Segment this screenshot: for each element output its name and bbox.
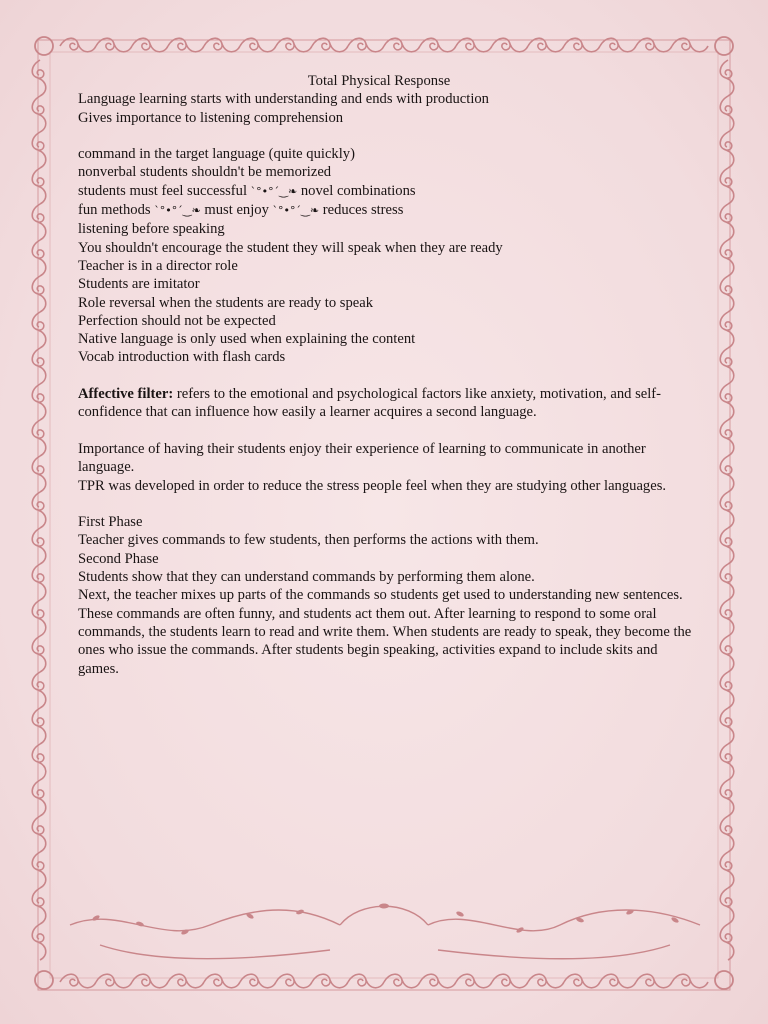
affective-filter-text: refers to the emotional and psychological factors like anxiety, motivation, and self-confidence that can influence how easily a learner acquires a second language. xyxy=(78,386,661,421)
first-phase-heading: First Phase xyxy=(78,514,143,531)
text-line: command in the target language (quite quickly) xyxy=(78,146,355,163)
ornament-icon: `°•°´‿❧ xyxy=(154,204,201,218)
text-line: You shouldn't encourage the student they will speak when they are ready xyxy=(78,239,503,256)
next-paragraph: Next, the teacher mixes up parts of the commands so students get used to understanding new sentences. These commands are often funny, and students act them out. After learning to respond to some oral commands, the students learn to read and write them. When students are ready to speak, they become the ones who issue the commands. After students begin speaking, activities expand to include skits and games. xyxy=(78,587,692,677)
second-phase-heading: Second Phase xyxy=(78,550,159,567)
successful-post: novel combinations xyxy=(297,182,416,199)
second-phase-text: Students show that they can understand commands by performing them alone. xyxy=(78,569,535,586)
fun-mid: must enjoy xyxy=(200,202,273,219)
text-line: Gives importance to listening comprehension xyxy=(78,109,344,126)
ornament-icon: `°•°´‿❧ xyxy=(250,184,298,198)
text-line: Perfection should not be expected xyxy=(78,312,276,329)
document-body xyxy=(78,72,698,678)
fun-post: reduces stress xyxy=(319,202,404,219)
text-line: Language learning starts with understanding and ends with production xyxy=(78,91,489,108)
successful-pre: students must feel successful xyxy=(78,182,251,199)
first-phase-text: Teacher gives commands to few students, then performs the actions with them. xyxy=(78,532,539,549)
fun-pre: fun methods xyxy=(78,202,155,219)
successful-line xyxy=(78,182,698,201)
text-line: Vocab introduction with flash cards xyxy=(78,349,286,366)
text-line: Students are imitator xyxy=(78,276,200,293)
importance-paragraph: Importance of having their students enjoy their experience of learning to communicate in another language. xyxy=(78,440,646,476)
ornament-icon: `°•°´‿❧ xyxy=(272,204,320,218)
affective-filter-label: Affective filter: xyxy=(78,386,174,403)
fun-methods-line xyxy=(78,201,698,220)
text-line: listening before speaking xyxy=(78,221,225,238)
affective-filter-paragraph xyxy=(78,385,698,422)
text-line: nonverbal students shouldn't be memorized xyxy=(78,164,332,181)
text-line: Native language is only used when explaining the content xyxy=(78,331,416,348)
tpr-paragraph: TPR was developed in order to reduce the stress people feel when they are studying other languages. xyxy=(78,477,667,494)
text-line: Teacher is in a director role xyxy=(78,257,238,274)
page-title: Total Physical Response xyxy=(307,73,451,89)
text-line: Role reversal when the students are ready to speak xyxy=(78,294,374,311)
